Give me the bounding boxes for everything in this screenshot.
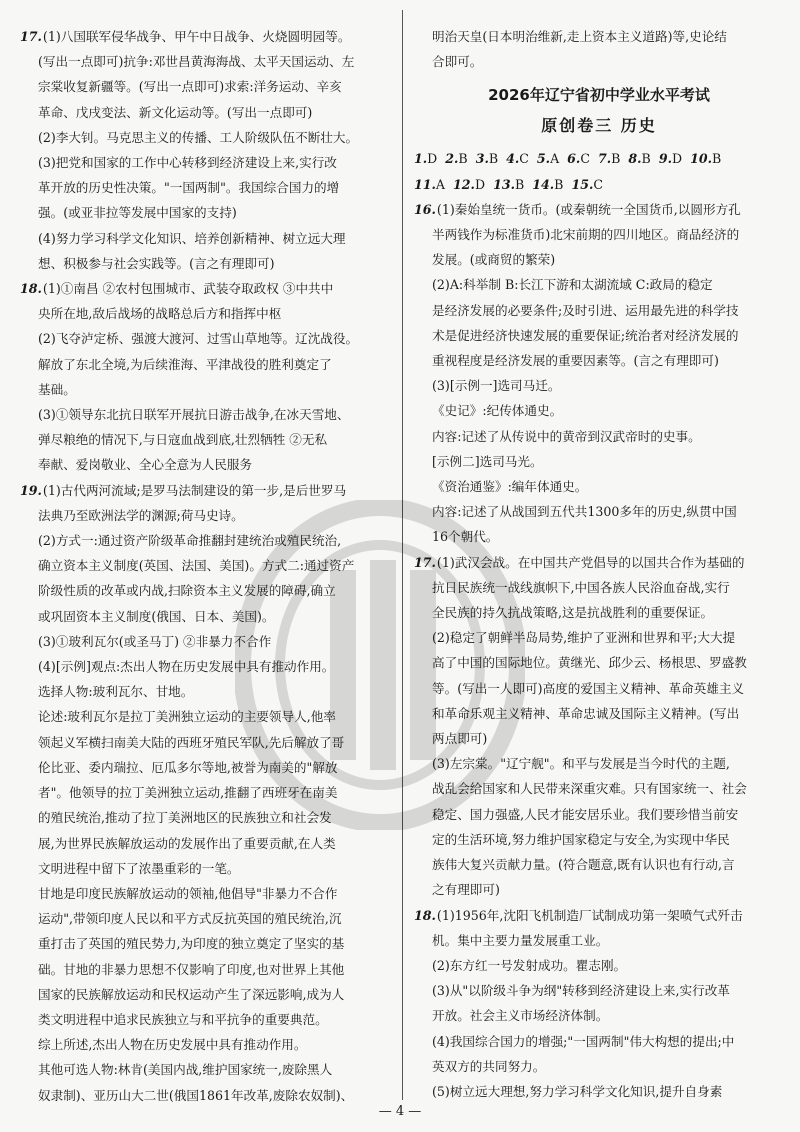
text-line (20, 755, 390, 780)
text-line (20, 49, 390, 74)
line-text: 革开放的历史性决策。"一国两制"。我国综合国力的增 (38, 180, 340, 196)
line-text: (3)左宗棠。"辽宁舰"。和平与发展是当今时代的主题, (432, 756, 730, 772)
line-text: 半两钱作为标准货币)北宋前期的四川地区。商品经济的 (432, 227, 740, 243)
line-text: (3)[示例一]选司马迁。 (432, 378, 561, 394)
line-text: 其他可选人物:林肯(美国内战,维护国家统一,废除黑人 (38, 1062, 333, 1078)
text-line (20, 1083, 390, 1102)
line-text: 选择人物:玻利瓦尔、甘地。 (38, 684, 194, 700)
text-line (414, 398, 784, 423)
line-text: (1)秦始皇统一货币。(或秦朝统一全国货币,以圆形方孔 (436, 201, 741, 217)
text-line (20, 402, 390, 427)
text-line (414, 575, 784, 600)
line-text: 础。甘地的非暴力思想不仅影响了印度,也对世界上其他 (38, 961, 345, 977)
exam-title-block (414, 80, 784, 142)
text-line (414, 701, 784, 726)
text-line (414, 676, 784, 701)
line-text: 的殖民统治,推动了拉丁美洲地区的民族独立和社会发 (38, 810, 332, 826)
line-text: 类文明进程中追求民族独立与和平抗争的重要典范。 (38, 1011, 328, 1027)
right-column (414, 24, 784, 1102)
choice-number: 5. (536, 151, 551, 167)
choice-answer (476, 151, 498, 166)
choice-letter: C (580, 151, 590, 167)
text-line (20, 528, 390, 553)
choice-answer (628, 151, 650, 166)
line-text: (2)飞夺泸定桥、强渡大渡河、过雪山草地等。辽沈战役。 (38, 331, 359, 347)
text-line (414, 978, 784, 1003)
exam-subtitle: 原创卷三 历史 (541, 116, 657, 136)
text-line (414, 852, 784, 877)
choice-answer (598, 151, 620, 166)
text-line (20, 679, 390, 704)
line-text: 奉献、爱岗敬业、全心全意为人民服务 (38, 457, 253, 473)
text-line (414, 348, 784, 373)
text-line (20, 856, 390, 881)
text-line (414, 928, 784, 953)
choice-answer (493, 177, 524, 192)
line-text: 16个朝代。 (432, 529, 499, 545)
text-line (20, 200, 390, 225)
line-text: 革命、戊戌变法、新文化运动等。(写出一点即可) (38, 104, 313, 120)
q16-block (414, 197, 784, 550)
choice-letter: C (593, 176, 603, 192)
text-line (414, 197, 784, 222)
text-line (414, 550, 784, 575)
question-number: 17. (414, 554, 436, 570)
line-text: (2)稳定了朝鲜半岛局势,维护了亚洲和世界和平;大大提 (432, 630, 736, 646)
text-line (20, 352, 390, 377)
line-text: 重视程度是经济发展的重要因素等。(言之有理即可) (432, 353, 719, 369)
choice-answer (445, 151, 467, 166)
left-column (20, 24, 390, 1102)
text-line (20, 478, 390, 503)
line-text: (3)从"以阶级斗争为纲"转移到经济建设上来,实行改革 (432, 983, 730, 999)
line-text: 定的生活环境,努力维护国家稳定与安全,为实现中华民 (432, 831, 730, 847)
choice-answer (414, 177, 445, 192)
line-text: 英双方的共同努力。 (432, 1058, 546, 1074)
text-line (414, 49, 784, 74)
choice-number: 15. (571, 176, 594, 192)
choice-letter: B (514, 176, 525, 192)
choice-answer (567, 151, 590, 166)
text-line (20, 503, 390, 528)
text-line (20, 931, 390, 956)
choice-number: 12. (453, 176, 475, 192)
line-text: 明治天皇(日本明治维新,走上资本主义道路)等,史论结 (432, 29, 727, 44)
text-line (414, 247, 784, 272)
line-text: (4)[示例]观点:杰出人物在历史发展中具有推动作用。 (38, 659, 335, 675)
line-text: (4)努力学习科学文化知识、培养创新精神、树立远大理 (38, 230, 346, 246)
text-line (20, 100, 390, 125)
text-line (414, 827, 784, 852)
line-text: (2)东方红一号发射成功。瞿志刚。 (432, 957, 627, 973)
choice-letter: B (458, 151, 468, 167)
choice-answer (537, 151, 559, 166)
q19-continued-block (414, 24, 784, 74)
line-text: 奴隶制)、亚历山大二世(俄国1861年改革,废除农奴制)、 (38, 1087, 354, 1102)
choice-answer (414, 151, 437, 166)
line-text: 内容:记述了从战国到五代共1300多年的历史,纵贯中国 (432, 504, 737, 520)
choice-letter: C (519, 151, 529, 167)
text-line (20, 553, 390, 578)
line-text: 法典乃至欧洲法学的渊源;荷马史诗。 (38, 507, 244, 523)
line-text: (1)①南昌 ②农村包围城市、武装夺取政权 ③中共中 (42, 281, 334, 297)
choice-letter: B (712, 151, 722, 167)
line-text: 文明进程中留下了浓墨重彩的一笔。 (38, 860, 240, 876)
choice-number: 13. (493, 176, 515, 192)
choice-letter: D (427, 151, 438, 167)
text-line (20, 604, 390, 629)
page-number: — 4 — (378, 1104, 422, 1119)
line-text: 国家的民族解放运动和民权运动产生了深远影响,成为人 (38, 986, 345, 1002)
line-text: 发展。(或商贸的繁荣) (432, 252, 556, 268)
line-text: 基础。 (38, 381, 76, 397)
exam-title: 2026年辽宁省初中学业水平考试 (488, 86, 710, 105)
line-text: (1)古代两河流域;是罗马法制建设的第一步,是后世罗马 (42, 482, 347, 498)
line-text: 和革命乐观主义精神、革命忠诚及国际主义精神。(写出 (432, 705, 740, 721)
line-text: 族伟大复兴贡献力量。(符合题意,既有认识也有行动,言 (432, 857, 735, 873)
text-line (20, 251, 390, 276)
line-text: (写出一点即可)抗争:邓世昌黄海海战、太平天国运动、左 (38, 54, 355, 70)
text-line (414, 1054, 784, 1079)
choice-letter: B (488, 151, 499, 167)
choice-answer (506, 151, 529, 166)
choice-number: 8. (628, 151, 642, 167)
q17-block-right (414, 550, 784, 903)
text-line (414, 1003, 784, 1028)
line-text: (1)1956年,沈阳飞机制造厂试制成功第一架喷气式歼击 (436, 907, 743, 923)
text-line (20, 175, 390, 200)
line-text: 内容:记述了从传说中的黄帝到汉武帝时的史事。 (432, 428, 701, 444)
text-line (20, 805, 390, 830)
text-line (20, 1057, 390, 1082)
line-text: (3)①领导东北抗日联军开展抗日游击战争,在冰天雪地、 (38, 407, 350, 423)
text-line (20, 654, 390, 679)
text-line (414, 776, 784, 801)
text-line (20, 24, 390, 49)
text-line (414, 222, 784, 247)
text-line (414, 953, 784, 978)
choice-letter: B (554, 176, 564, 192)
line-text: 确立资本主义制度(英国、法国、美国)。方式二:通过资产 (38, 558, 355, 574)
line-text: 术是促进经济快速发展的重要保证;统治者对经济发展的 (432, 327, 739, 343)
line-text: (1)武汉会战。在中国共产党倡导的以国共合作为基础的 (436, 554, 745, 570)
text-line (20, 1032, 390, 1057)
text-line (414, 323, 784, 348)
line-text: (2)李大钊。马克思主义的传播、工人阶级队伍不断壮大。 (38, 129, 359, 145)
line-text: 综上所述,杰出人物在历史发展中具有推动作用。 (38, 1037, 307, 1053)
line-text: 之有理即可) (432, 882, 500, 898)
text-line (414, 524, 784, 549)
line-text: 抗日民族统一战线旗帜下,中国各族人民浴血奋战,实行 (432, 579, 730, 595)
text-line (20, 125, 390, 150)
line-text: 央所在地,敌后战场的战略总后方和指挥中枢 (38, 306, 282, 322)
line-text: 论述:玻利瓦尔是拉丁美洲独立运动的主要领导人,他率 (38, 709, 336, 725)
line-text: 阶级性质的改革或内战,扫除资本主义发展的障碍,确立 (38, 583, 336, 599)
line-text: 想、积极参与社会实践等。(言之有理即可) (38, 255, 275, 271)
text-line (20, 982, 390, 1007)
text-line (20, 150, 390, 175)
choice-number: 11. (414, 176, 436, 192)
line-text: [示例二]选司马光。 (432, 453, 543, 469)
text-line (414, 802, 784, 827)
line-text: 解放了东北全境,为后续淮海、平津战役的胜利奠定了 (38, 356, 332, 372)
choice-answer (690, 151, 721, 166)
text-line (414, 650, 784, 675)
line-text: (2)A:科举制 B:长江下游和太湖流域 C:政局的稳定 (432, 277, 713, 293)
text-line (20, 730, 390, 755)
line-text: (3)①玻利瓦尔(或圣马丁) ②非暴力不合作 (38, 633, 272, 649)
text-line (20, 831, 390, 856)
line-text: 战乱会给国家和人民带来深重灾难。只有国家统一、社会 (432, 781, 747, 797)
text-line (20, 957, 390, 982)
text-line (20, 326, 390, 351)
choice-letter: D (671, 151, 683, 167)
choice-number: 10. (690, 151, 712, 167)
q19-block (20, 478, 390, 1102)
choice-number: 14. (532, 176, 555, 192)
text-line (414, 298, 784, 323)
text-line (20, 74, 390, 99)
text-line (20, 377, 390, 402)
line-text: 伦比亚、委内瑞拉、厄瓜多尔等地,被誉为南美的"解放 (38, 759, 338, 775)
line-text: 是经济发展的必要条件;及时引进、运用最先进的科学技 (432, 302, 739, 318)
text-line (414, 474, 784, 499)
choice-number: 3. (475, 151, 489, 167)
line-text: 机。集中主要力量发展重工业。 (432, 932, 609, 948)
line-text: 展,为世界民族解放运动的发展作出了重要贡献,在人类 (38, 835, 336, 851)
text-line (414, 373, 784, 398)
choice-letter: A (435, 176, 446, 192)
choice-answers-row-1 (414, 146, 784, 171)
line-text: 重打击了英国的殖民势力,为印度的独立奠定了坚实的基 (38, 936, 345, 952)
text-line (20, 276, 390, 301)
text-line (20, 578, 390, 603)
choice-number: 6. (567, 151, 581, 167)
line-text: 全民族的持久抗战策略,这是抗战胜利的重要保证。 (432, 605, 714, 621)
text-line (20, 1007, 390, 1032)
question-number: 19. (20, 482, 42, 498)
text-line (414, 903, 784, 928)
text-line (414, 272, 784, 297)
text-line (414, 726, 784, 751)
q18-block (20, 276, 390, 478)
question-number: 17. (20, 29, 42, 44)
line-text: 强。(或亚非拉等发展中国家的支持) (38, 205, 237, 221)
text-line (414, 499, 784, 524)
choice-answer (532, 177, 563, 192)
text-line (414, 449, 784, 474)
line-text: 领起义军横扫南美大陆的西班牙殖民军队,先后解放了哥 (38, 734, 345, 750)
choice-number: 9. (658, 151, 672, 167)
line-text: (4)我国综合国力的增强;"一国两制"伟大构想的提出;中 (432, 1033, 735, 1049)
line-text: 《资治通鉴》:编年体通史。 (432, 479, 588, 495)
question-number: 18. (414, 907, 436, 923)
choice-number: 1. (414, 151, 428, 167)
line-text: (5)树立远大理想,努力学习科学文化知识,提升自身素 (432, 1083, 723, 1099)
text-line (414, 625, 784, 650)
line-text: 宗棠收复新疆等。(写出一点即可)求索:洋务运动、辛亥 (38, 79, 342, 95)
line-text: 者"。他领导的拉丁美洲独立运动,推翻了西班牙在南美 (38, 785, 338, 801)
line-text: (3)把党和国家的工作中心转移到经济建设上来,实行改 (38, 155, 337, 171)
text-line (20, 704, 390, 729)
choice-answer (453, 177, 485, 192)
line-text: 高了中国的国际地位。黄继光、邱少云、杨根思、罗盛教 (432, 655, 747, 671)
choice-answers-row-2 (414, 172, 784, 197)
choice-letter: B (611, 151, 621, 167)
text-line (20, 881, 390, 906)
choice-letter: D (474, 176, 486, 192)
line-text: 稳定、国力强盛,人民才能安居乐业。我们要珍惜当前安 (432, 806, 739, 822)
choice-answer (571, 177, 603, 192)
choice-answer (659, 151, 682, 166)
text-line (414, 24, 784, 49)
line-text: 或巩固资本主义制度(俄国、日本、美国)。 (38, 608, 275, 624)
choice-number: 7. (597, 151, 612, 167)
line-text: 《史记》:纪传体通史。 (432, 403, 563, 419)
text-line (414, 877, 784, 902)
line-text: 甘地是印度民族解放运动的领袖,他倡导"非暴力不合作 (38, 885, 338, 901)
text-line (20, 906, 390, 931)
text-line (20, 427, 390, 452)
text-line (414, 424, 784, 449)
choice-number: 4. (506, 151, 520, 167)
line-text: 运动",带领印度人民以和平方式反抗英国的殖民统治,沉 (38, 911, 342, 927)
text-line (20, 629, 390, 654)
question-number: 18. (20, 281, 42, 297)
line-text: 合即可。 (432, 54, 483, 70)
text-line (414, 751, 784, 776)
line-text: (2)方式一:通过资产阶级革命推翻封建统治或殖民统治, (38, 533, 342, 549)
q17-block (20, 24, 390, 276)
text-line (414, 1029, 784, 1054)
column-divider (402, 10, 403, 1100)
choice-letter: A (550, 151, 560, 167)
choice-number: 2. (445, 151, 459, 167)
text-line (20, 780, 390, 805)
text-line (20, 301, 390, 326)
line-text: 等。(写出一人即可)高度的爱国主义精神、革命英雄主义 (432, 680, 745, 696)
text-line (20, 452, 390, 477)
line-text: 两点即可) (432, 731, 488, 747)
choice-letter: B (641, 151, 651, 167)
text-line (414, 1079, 784, 1102)
line-text: (1)八国联军侵华战争、甲午中日战争、火烧圆明园等。 (42, 29, 351, 44)
line-text: 弹尽粮绝的情况下,与日寇血战到底,壮烈牺牲 ②无私 (38, 432, 328, 448)
text-line (414, 600, 784, 625)
question-number: 16. (414, 201, 436, 217)
q18-block-right (414, 903, 784, 1103)
text-line (20, 226, 390, 251)
line-text: 开放。社会主义市场经济体制。 (432, 1008, 609, 1024)
